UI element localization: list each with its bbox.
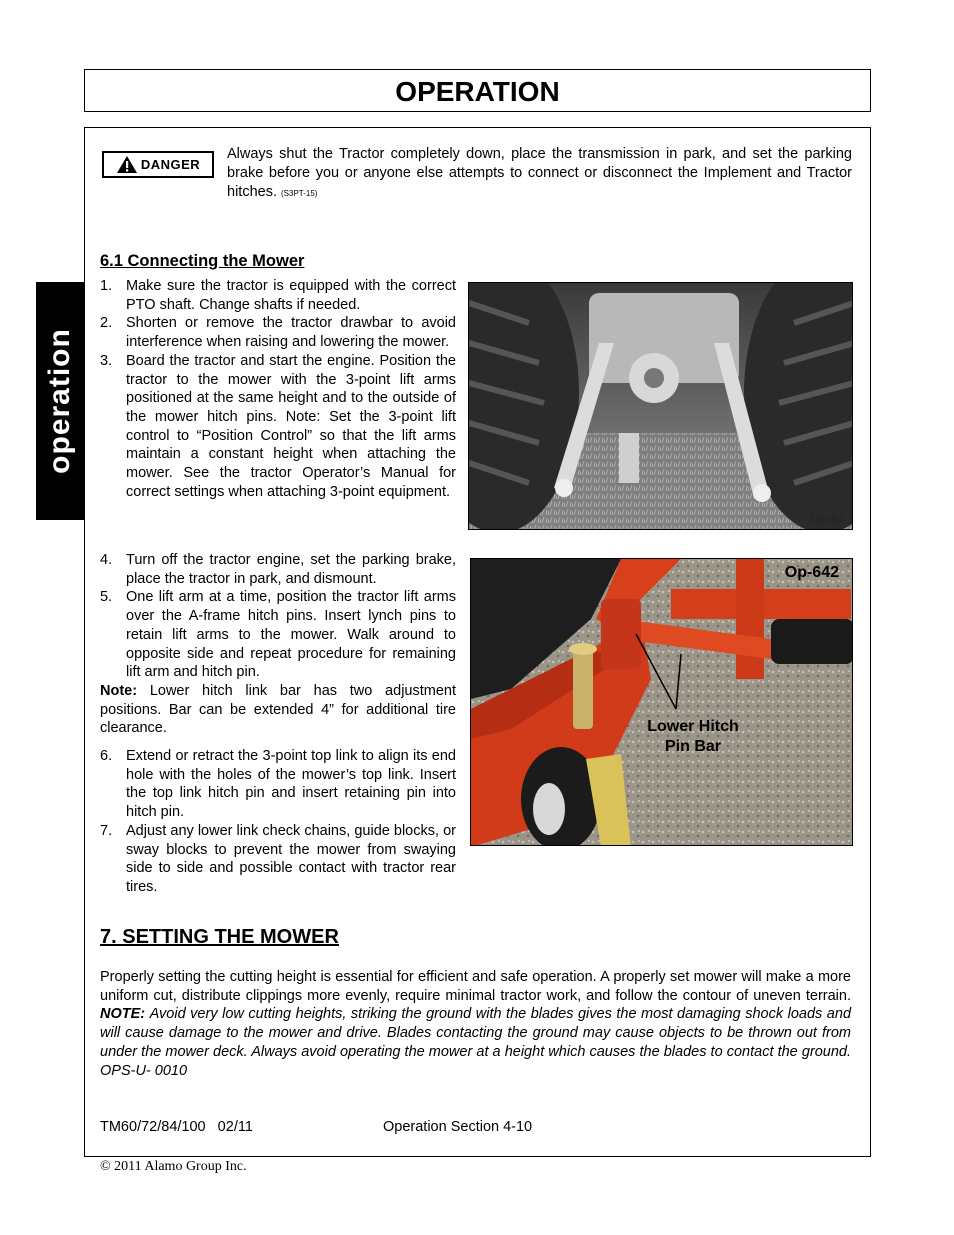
steps-list-b — [100, 551, 456, 682]
setting-intro: Properly setting the cutting height is essential for efficient and safe operation. A properly set mower will make a more uniform cut, distribute clippings more evenly, require minimal tractor work, and follow the contour of uneven terrain. — [100, 969, 851, 1004]
list-item: 7. Adjust any lower link check chains, guide blocks, or sway blocks to prevent the mower from swaying side to side and possible contact with tractor rear tires. — [100, 822, 456, 895]
danger-badge — [102, 151, 214, 178]
tractor-hitch-illustration — [469, 283, 853, 530]
note-label: Note: — [100, 683, 138, 699]
mower-hitch-illustration — [471, 559, 853, 846]
side-tab-label: operation — [43, 328, 76, 474]
list-item: 3. Board the tractor and start the engine. Position the tractor to the mower with the 3-point lift arms positioned at the same height and to the outside of the mower hitch pins. Note: Set the 3-point lift control to “Position Control” so that the lift arms maintain a constant height when attaching the mower. See the tractor Operator’s Manual for correct settings when attaching 3-point equipment. — [100, 352, 456, 500]
danger-code: (S3PT-15) — [281, 189, 318, 198]
steps-list-a — [100, 277, 456, 501]
steps-list-c — [100, 747, 456, 897]
section-6-1-heading: 6.1 Connecting the Mower — [100, 252, 305, 270]
page-header-box — [84, 69, 871, 112]
photo2-caption: Op-642 — [784, 564, 839, 581]
list-item: 4. Turn off the tractor engine, set the parking brake, place the tractor in park, and dismount. — [100, 552, 456, 587]
list-item: 6. Extend or retract the 3-point top link to align its end hole with the holes of the mower’s top link. Insert the top link hitch pin and insert retaining pin into hitch pin. — [100, 748, 456, 821]
photo1-caption: Op-64 — [811, 512, 845, 526]
danger-label: DANGER — [140, 157, 201, 172]
tractor-hitch-photo — [468, 282, 853, 530]
footer-model-date: TM60/72/84/100 02/11 — [100, 1119, 253, 1135]
list-item: 2. Shorten or remove the tractor drawbar to avoid interference when raising and lowering the mower. — [100, 315, 456, 351]
warning-triangle-icon — [116, 155, 138, 174]
danger-text: Always shut the Tractor completely down, place the transmission in park, and set the parking brake before you or anyone else attempts to connect or disconnect the Implement and Tractor hitches. — [227, 146, 852, 200]
note-text: Lower hitch link bar has two adjustment positions. Bar can be extended 4” for additional tire clearance. — [100, 683, 456, 737]
copyright-notice: © 2011 Alamo Group Inc. — [100, 1159, 247, 1174]
list-item: 5. One lift arm at a time, position the tractor lift arms over the A-frame hitch pins. Insert lynch pins to retain lift arms to the mower. Walk around to opposite side and repeat procedure for remaining lift arm and hitch pin. — [100, 589, 456, 681]
hitch-note — [100, 682, 456, 738]
callout-line-2: Pin Bar — [664, 738, 722, 755]
danger-message — [227, 145, 852, 203]
side-section-tab — [36, 282, 84, 520]
mower-hitch-photo — [470, 558, 853, 846]
section-7-heading: 7. SETTING THE MOWER — [100, 926, 339, 948]
setting-code: OPS-U- 0010 — [100, 1062, 188, 1079]
setting-note-label: NOTE: — [100, 1006, 146, 1023]
list-item: 1. Make sure the tractor is equipped with the correct PTO shaft. Change shafts if needed. — [100, 278, 456, 313]
callout-line-1: Lower Hitch — [647, 718, 739, 735]
page-title: OPERATION — [395, 76, 560, 107]
setting-note-text: Avoid very low cutting heights, striking the ground with the blades gives the most damaging shock loads and will cause damage to the mower and drive. Blades contacting the ground may cause objects to be thrown out from under the mower deck. Always avoid operating the mower at a height which causes the blades to contact the ground. — [100, 1006, 852, 1060]
setting-the-mower-paragraph — [100, 968, 851, 1080]
footer-section-page: Operation Section 4-10 — [383, 1119, 533, 1135]
